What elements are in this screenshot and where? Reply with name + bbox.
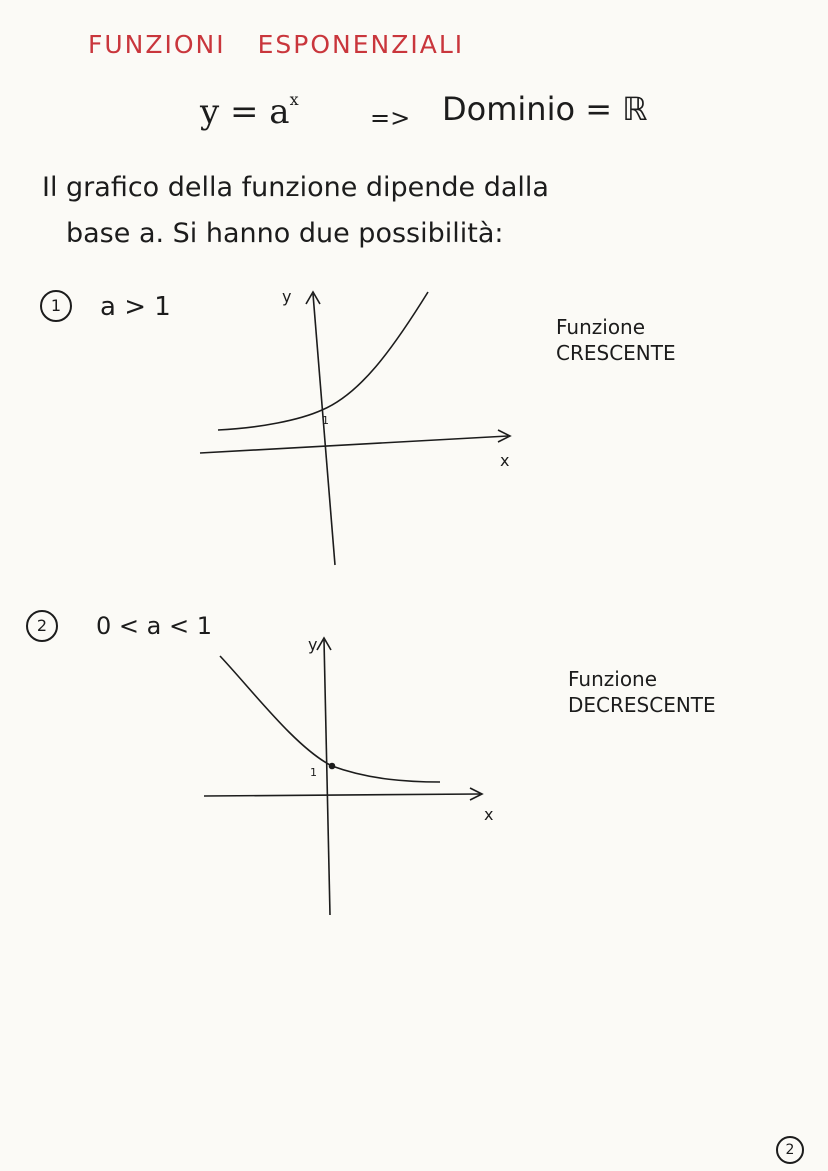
graph-1 xyxy=(200,287,510,565)
graph-1-y-label: y xyxy=(282,287,292,306)
graph-2-curve xyxy=(220,656,440,782)
graph-1-curve xyxy=(218,292,428,430)
graph-1-x-label: x xyxy=(500,451,510,470)
graph-2-x-label: x xyxy=(484,805,494,824)
case-2-condition: 0 < a < 1 xyxy=(96,612,212,640)
case-1-condition: a > 1 xyxy=(100,292,171,322)
intro-line-2: base a. Si hanno due possibilità: xyxy=(66,218,504,249)
title-word-2: ESPONENZIALI xyxy=(257,30,465,59)
graph-2-intercept-point xyxy=(330,764,335,769)
case-2-number: 2 xyxy=(26,610,58,642)
graph-2-intercept-label: 1 xyxy=(310,766,317,779)
graph-2-y-axis xyxy=(324,640,330,915)
page-number: 2 xyxy=(776,1136,804,1164)
formula-base: y = a xyxy=(200,92,290,132)
case-1-number: 1 xyxy=(40,290,72,322)
domain-text: Dominio = ℝ xyxy=(442,90,648,128)
intro-line-1: Il grafico della funzione dipende dalla xyxy=(42,172,549,203)
case-1-label-line-1: Funzione xyxy=(556,315,646,339)
case-2-label-line-1: Funzione xyxy=(568,667,658,691)
graph-2-y-label: y xyxy=(308,635,318,654)
graph-1-x-axis xyxy=(200,436,508,453)
title-word-1: FUNZIONI xyxy=(88,30,226,59)
graph-2-x-axis xyxy=(204,794,480,796)
graph-1-y-axis xyxy=(313,294,335,565)
graph-1-intercept-label: 1 xyxy=(322,414,329,427)
formula-exponent: x xyxy=(289,89,299,109)
case-1-label-line-2: CRESCENTE xyxy=(556,341,676,365)
graph-2 xyxy=(204,635,493,915)
implies-arrow: => xyxy=(370,104,411,132)
case-2-label-line-2: DECRESCENTE xyxy=(568,693,716,717)
